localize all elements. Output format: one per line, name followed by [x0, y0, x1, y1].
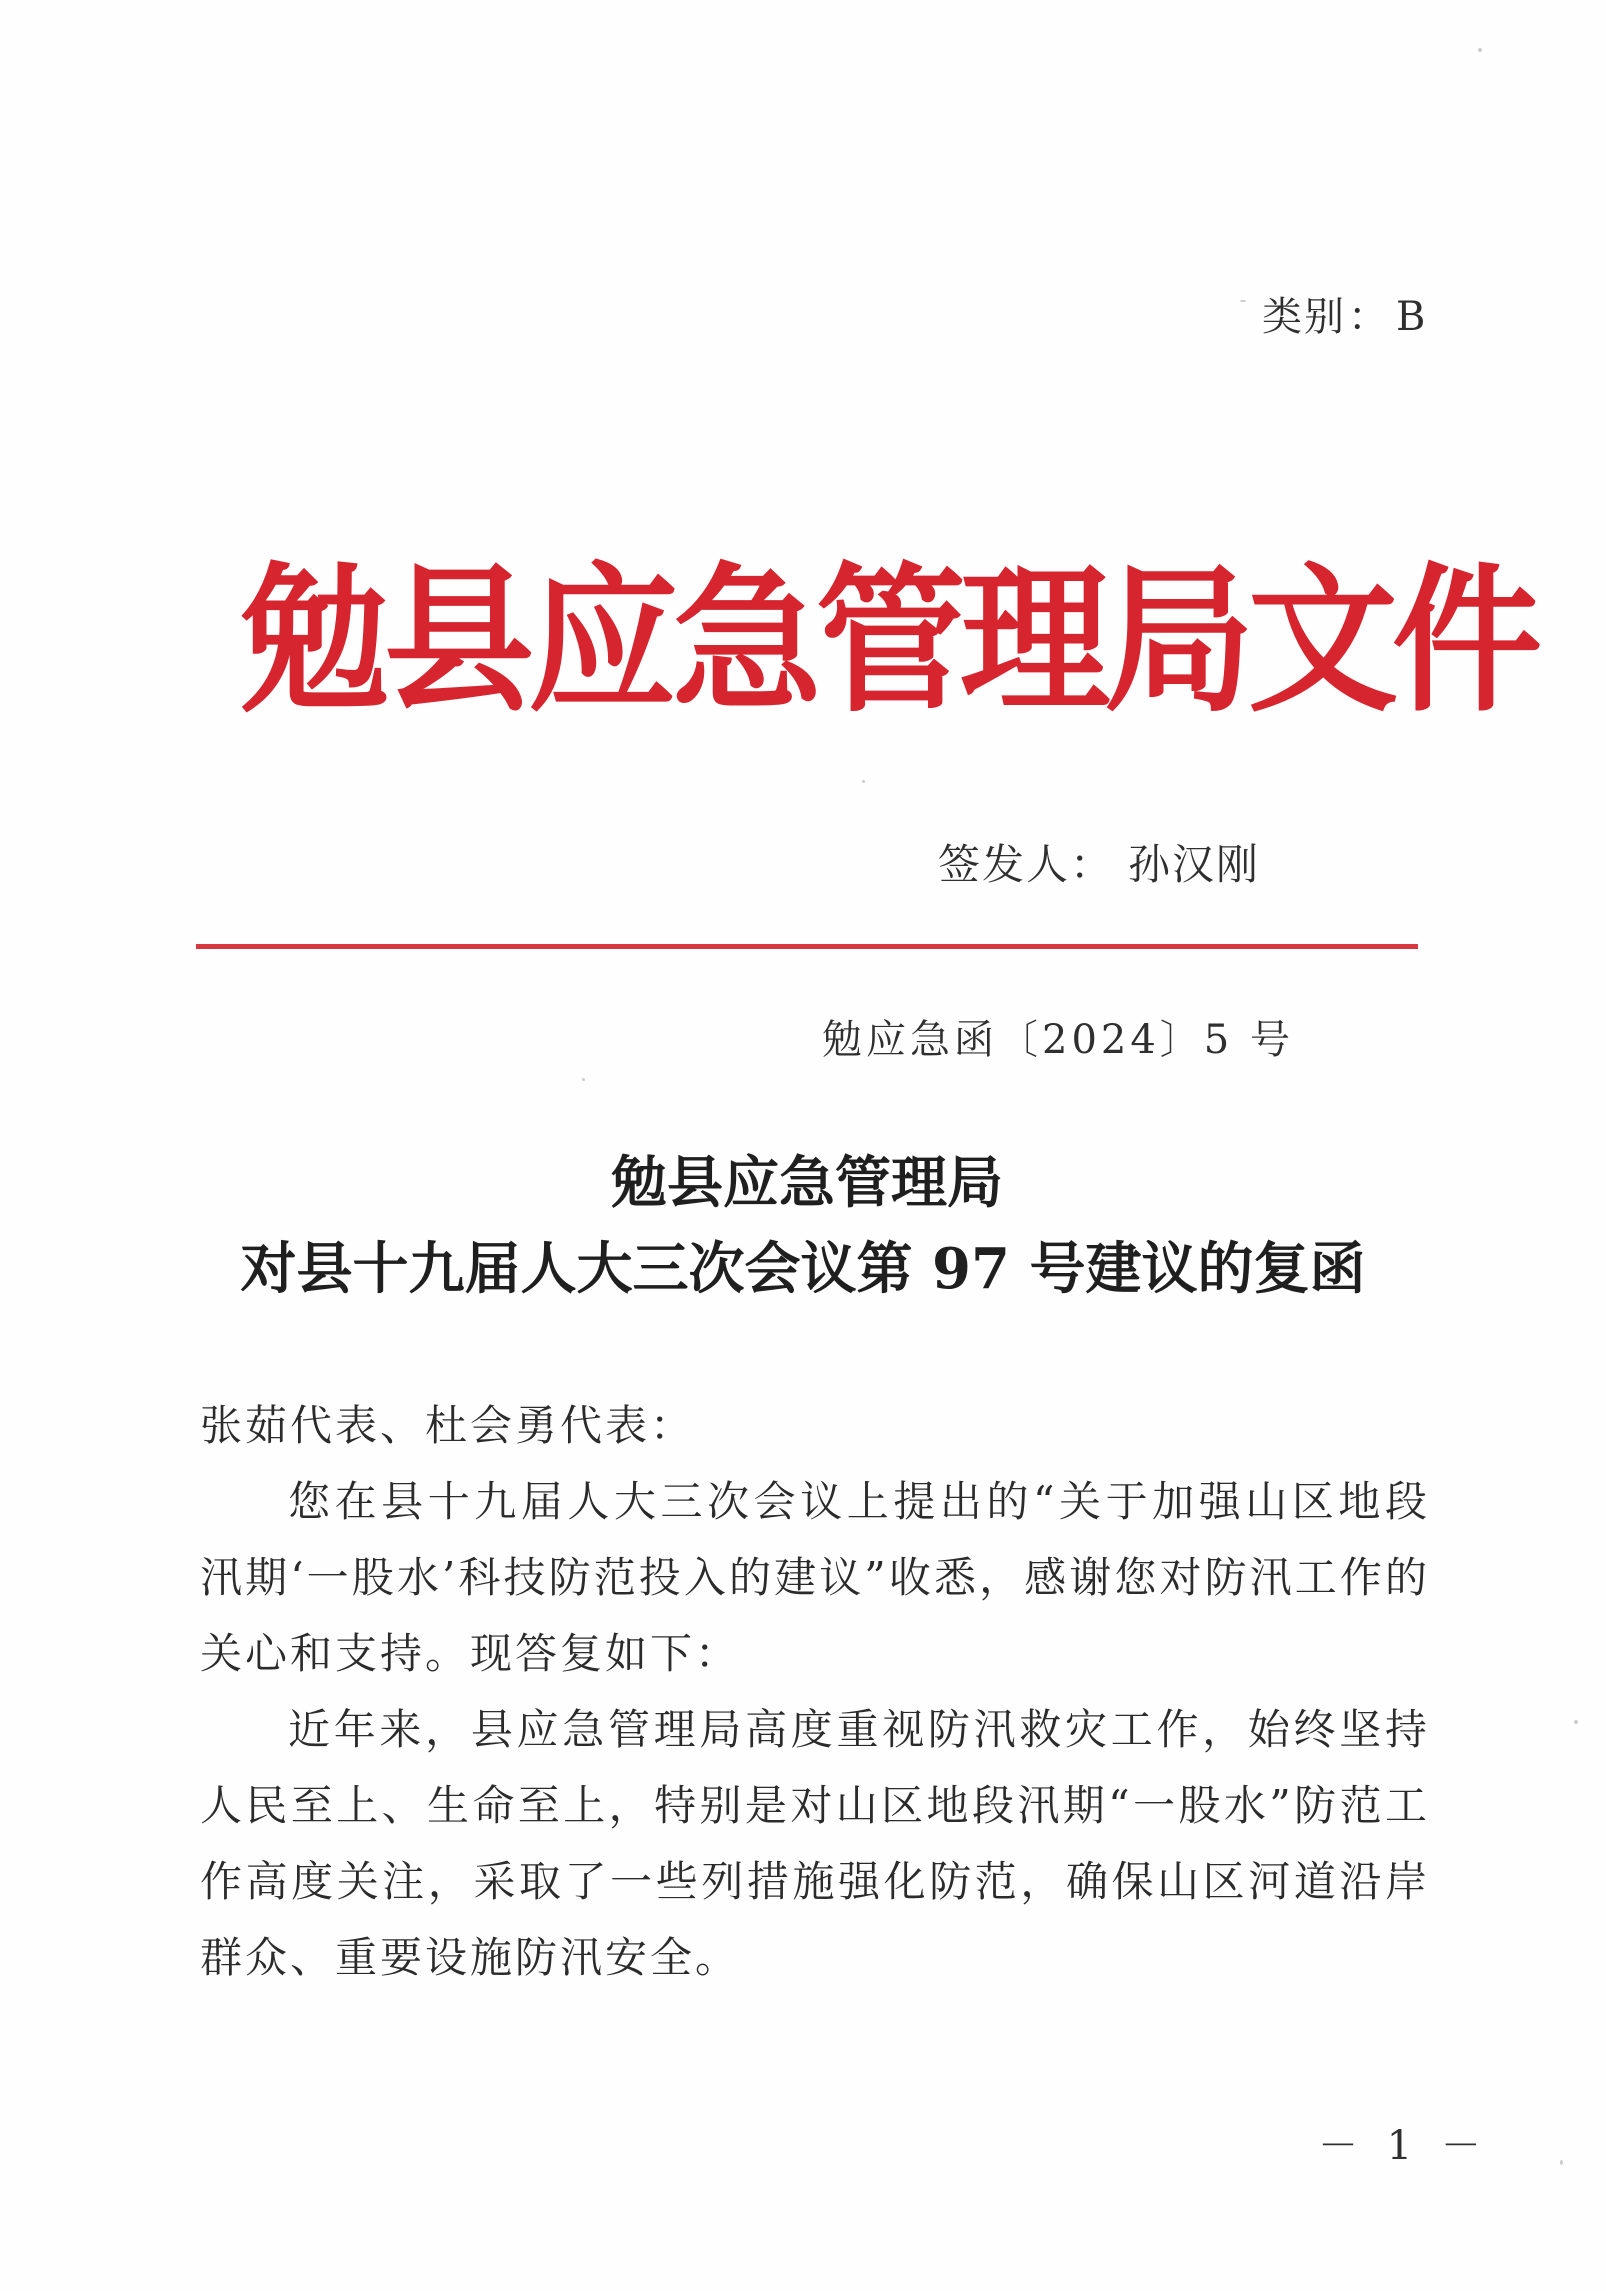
signer-separator: ： — [1070, 840, 1115, 889]
document-body — [200, 1388, 1430, 1996]
category-separator: ： — [1348, 294, 1390, 340]
signer-line — [938, 832, 1260, 892]
scan-speck — [1574, 1720, 1578, 1724]
category-value: B — [1396, 294, 1428, 340]
category-label: 类别 — [1262, 294, 1346, 340]
scan-speck — [1240, 300, 1246, 302]
masthead-title: 勉县应急管理局文件 — [240, 547, 1537, 734]
document-title-line2: 对县十九届人大三次会议第 97 号建议的复函 — [240, 1236, 1366, 1302]
document-number: 勉应急函〔2024〕5 号 — [822, 1017, 1294, 1063]
signer-label: 签发人 — [938, 840, 1071, 889]
body-paragraph-1: 您在县十九届人大三次会议上提出的“关于加强山区地段汛期‘一股水’科技防范投入的建议”收悉，感谢您对防汛工作的关心和支持。现答复如下： — [200, 1477, 1430, 1678]
scan-speck — [1560, 2160, 1563, 2165]
page-number: － 1 － — [1318, 2123, 1489, 2169]
body-paragraph-2: 近年来，县应急管理局高度重视防汛救灾工作，始终坚持人民至上、生命至上，特别是对山区地段汛期“一股水”防范工作高度关注，采取了一些列措施强化防范，确保山区河道沿岸群众、重要设施防汛安全。 — [200, 1705, 1430, 1982]
document-title — [196, 1140, 1418, 1312]
red-divider-line — [196, 944, 1418, 949]
document-title-line1: 勉县应急管理局 — [611, 1150, 1003, 1216]
scan-speck — [862, 780, 865, 783]
scan-speck — [1478, 48, 1482, 52]
scan-speck — [582, 1078, 585, 1081]
document-category — [1262, 285, 1427, 342]
salutation: 张茹代表、杜会勇代表： — [200, 1401, 696, 1450]
signer-name: 孙汉刚 — [1128, 840, 1261, 889]
